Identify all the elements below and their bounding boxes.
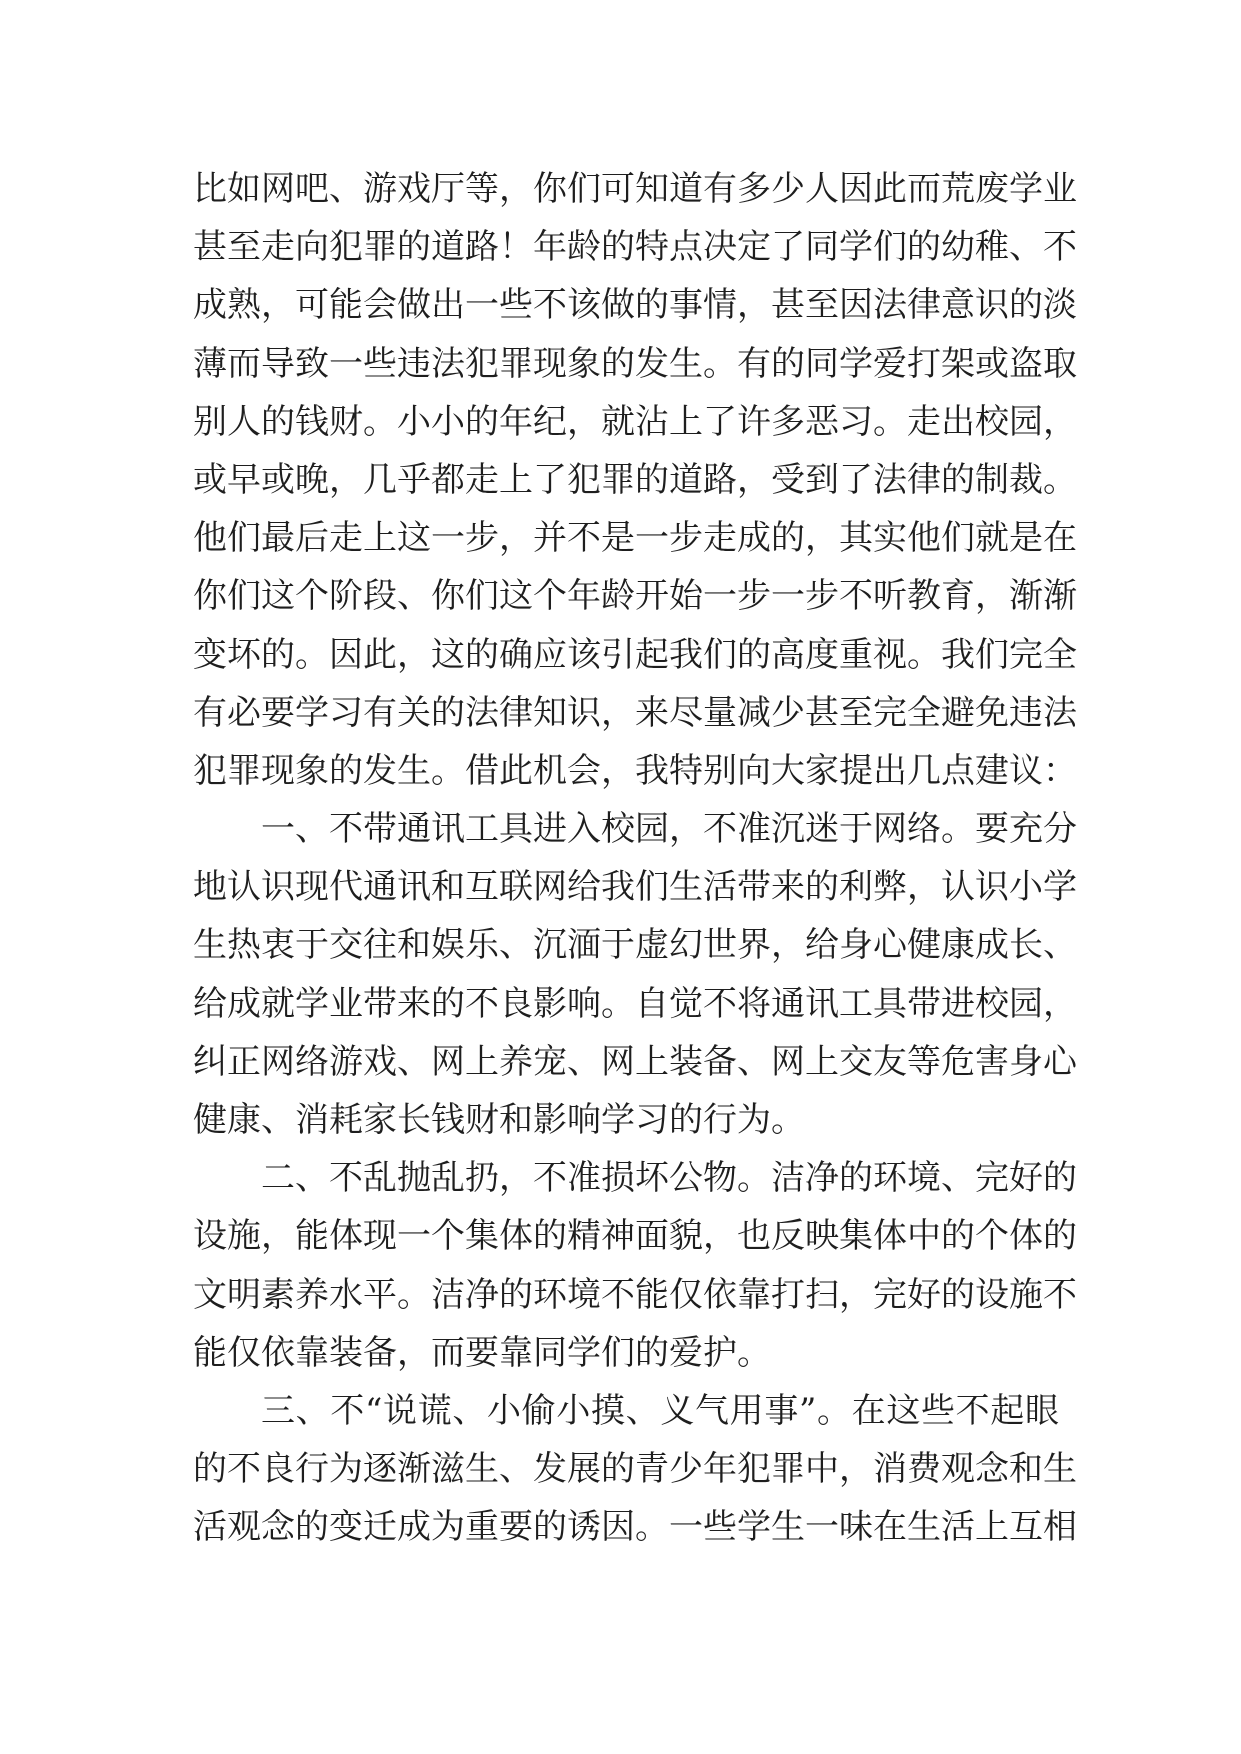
text-line: 地认识现代通讯和互联网给我们生活带来的利弊，认识小学 [193,867,1077,908]
text-line: 比如网吧、游戏厅等，你们可知道有多少人因此而荒废学业 [193,169,1077,209]
text-line: 甚至走向犯罪的道路！年龄的特点决定了同学们的幼稚、不 [193,227,1077,268]
text-line: 的不良行为逐渐滋生、发展的青少年犯罪中，消费观念和生 [193,1449,1077,1490]
text-line: 能仅依靠装备，而要靠同学们的爱护。 [193,1332,771,1373]
text-line: 生热衷于交往和娱乐、沉湎于虚幻世界，给身心健康成长、 [193,925,1077,966]
text-line: 设施，能体现一个集体的精神面貌，也反映集体中的个体的 [193,1216,1077,1257]
text-line: 或早或晚，几乎都走上了犯罪的道路，受到了法律的制裁。 [193,459,1077,500]
text-line: 变坏的。因此，这的确应该引起我们的高度重视。我们完全 [193,634,1077,675]
text-line: 健康、消耗家长钱财和影响学习的行为。 [193,1100,805,1140]
text-line: 活观念的变迁成为重要的诱因。一些学生一味在生活上互相 [193,1507,1077,1548]
paragraph-first-line: 二、不乱抛乱扔，不准损坏公物。洁净的环境、完好的 [261,1158,1077,1199]
text-line: 他们最后走上这一步，并不是一步走成的，其实他们就是在 [193,518,1077,559]
text-line: 纠正网络游戏、网上养宠、网上装备、网上交友等危害身心 [193,1041,1077,1082]
text-line: 犯罪现象的发生。借此机会，我特别向大家提出几点建议： [193,750,1077,791]
body-text [193,160,1077,1557]
text-line: 成熟，可能会做出一些不该做的事情，甚至因法律意识的淡 [193,285,1077,326]
text-line: 别人的钱财。小小的年纪，就沾上了许多恶习。走出校园， [193,401,1077,442]
text-line: 薄而导致一些违法犯罪现象的发生。有的同学爱打架或盗取 [193,343,1077,384]
text-line: 给成就学业带来的不良影响。自觉不将通讯工具带进校园， [193,983,1077,1024]
text-line: 你们这个阶段、你们这个年龄开始一步一步不听教育，渐渐 [193,576,1077,617]
paragraph-first-line: 三、不“说谎、小偷小摸、义气用事”。在这些不起眼 [261,1390,1059,1431]
paragraph-first-line: 一、不带通讯工具进入校园，不准沉迷于网络。要充分 [261,809,1077,850]
text-line: 文明素养水平。洁净的环境不能仅依靠打扫，完好的设施不 [193,1274,1077,1315]
text-line: 有必要学习有关的法律知识，来尽量减少甚至完全避免违法 [193,692,1077,733]
